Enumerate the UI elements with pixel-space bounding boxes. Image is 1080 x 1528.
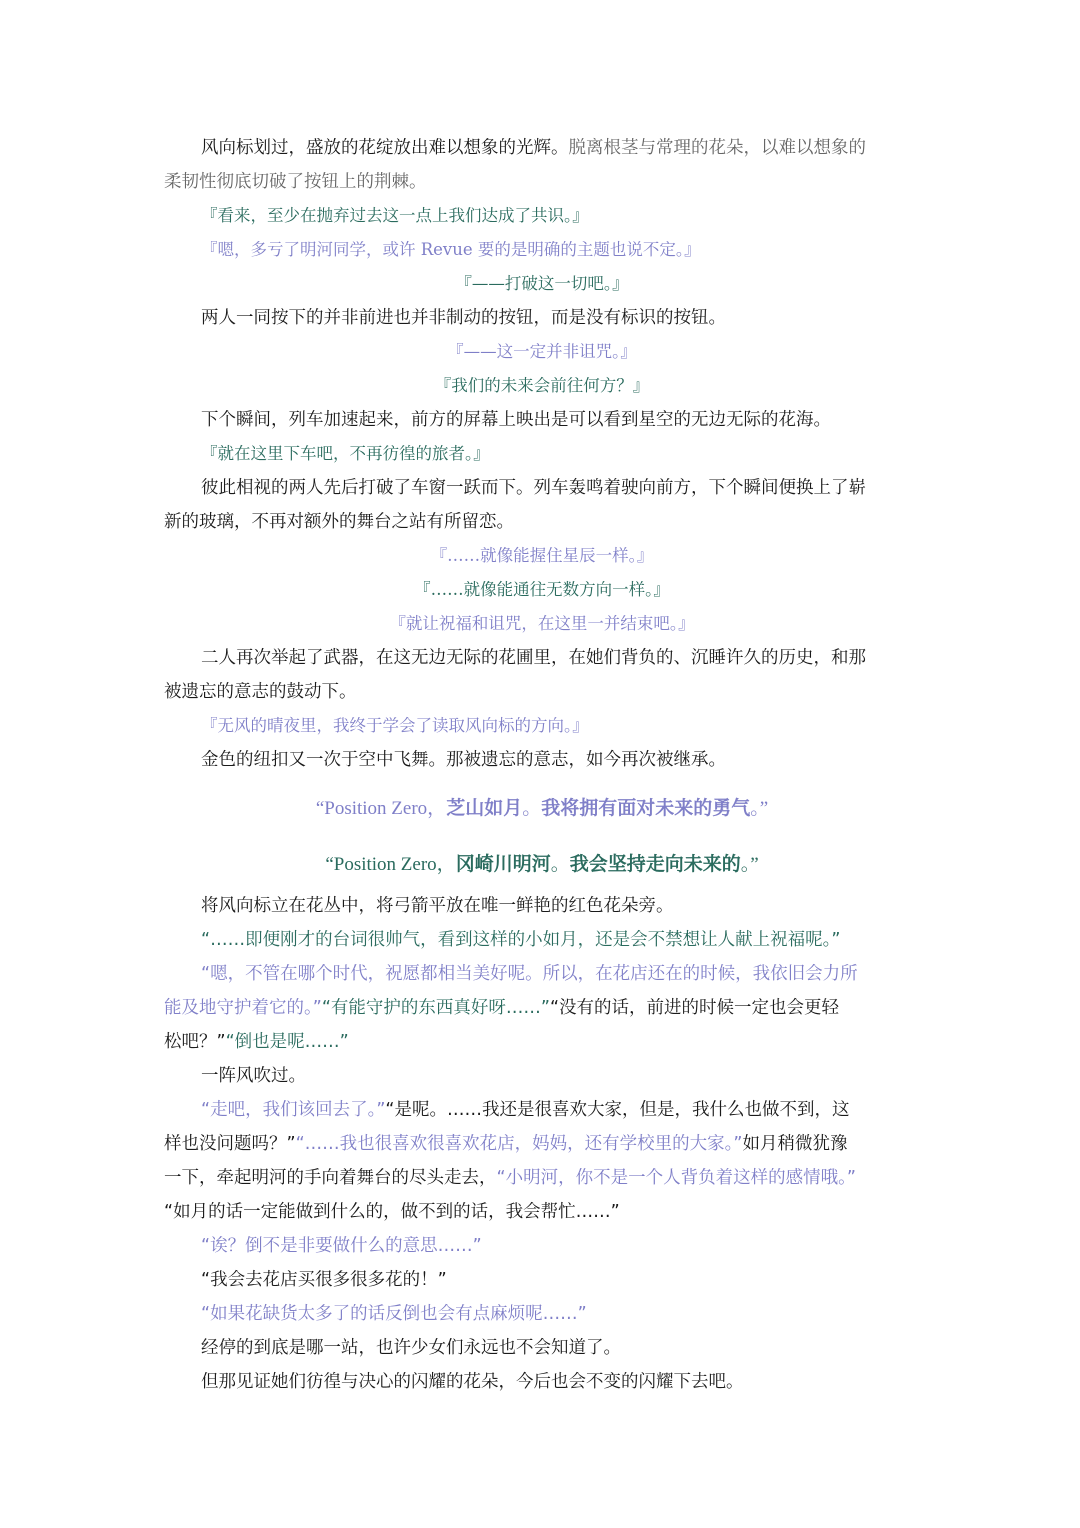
song-lyric: 『……就像能握住星辰一样。』 [430,546,654,565]
dialogue: “走吧，我们该回去了。”“是呢。……我还是很喜欢大家，但是，我什么也做不到，这 [201,1100,850,1120]
dialogue: “如果花缺货太多了的话反倒也会有点麻烦呢……” [201,1304,587,1324]
paragraph: 二人再次举起了武器，在这无边无际的花圃里，在她们背负的、沉睡许久的历史，和那 [201,648,866,668]
song-lyric: 『——打破这一切吧。』 [455,274,629,293]
story-text [164,131,920,1399]
song-lyric: 『看来，至少在抛弃过去这一点上我们达成了共识。』 [201,206,589,225]
paragraph: 下个瞬间，列车加速起来，前方的屏幕上映出是可以看到星空的无边无际的花海。 [201,410,831,430]
song-lyric: 『我们的未来会前往何方？』 [434,376,650,395]
paragraph: 金色的纽扣又一次于空中飞舞。那被遗忘的意志，如今再次被继承。 [201,750,726,770]
dialogue-continuation: 能及地守护着它的。”“有能守护的东西真好呀……”“没有的话，前进的时候一定也会更轻 [164,998,840,1018]
dialogue-continuation: “如月的话一定能做到什么的，做不到的话，我会帮忙……” [164,1202,620,1222]
position-zero-line-mika: “Position Zero，冈崎川明河。我会坚持走向未来的。” [325,854,759,875]
paragraph-continuation: 被遗忘的意志的鼓动下。 [164,682,357,702]
dialogue: “我会去花店买很多很多花的！” [201,1270,447,1290]
paragraph: 两人一同按下的并非前进也并非制动的按钮，而是没有标识的按钮。 [201,308,726,328]
dialogue: “……即便刚才的台词很帅气，看到这样的小如月，还是会不禁想让人献上祝福呢。” [201,930,841,950]
paragraph: 经停的到底是哪一站，也许少女们永远也不会知道了。 [201,1338,621,1358]
song-lyric: 『就让祝福和诅咒，在这里一并结束吧。』 [389,614,695,633]
dialogue: “嗯，不管在哪个时代，祝愿都相当美好呢。所以，在花店还在的时候，我依旧会力所 [201,964,858,984]
paragraph: 但那见证她们彷徨与决心的闪耀的花朵，今后也会不变的闪耀下去吧。 [201,1372,744,1392]
dialogue-continuation: 松吧？”“倒也是呢……” [164,1032,349,1052]
paragraph-continuation: 新的玻璃，不再对额外的舞台之站有所留恋。 [164,512,514,532]
dialogue-continuation: 一下，牵起明河的手向着舞台的尽头走去，“小明河，你不是一个人背负着这样的感情哦。” [164,1168,856,1188]
dialogue: “诶？倒不是非要做什么的意思……” [201,1236,482,1256]
song-lyric: 『——这一定并非诅咒。』 [447,342,637,361]
paragraph: 一阵风吹过。 [201,1066,306,1086]
paragraph: 风向标划过，盛放的花绽放出难以想象的光辉。脱离根茎与常理的花朵，以难以想象的 [201,138,866,158]
song-lyric: 『……就像能通往无数方向一样。』 [414,580,670,599]
dialogue-continuation: 样也没问题吗？”“……我也很喜欢很喜欢花店，妈妈，还有学校里的大家。”如月稍微犹豫 [164,1134,848,1154]
song-lyric: 『无风的晴夜里，我终于学会了读取风向标的方向。』 [201,716,589,735]
paragraph-continuation: 柔韧性彻底切破了按钮上的荆棘。 [164,172,427,192]
song-lyric: 『嗯，多亏了明河同学，或许 Revue 要的是明确的主题也说不定。』 [201,240,701,259]
paragraph: 将风向标立在花丛中，将弓箭平放在唯一鲜艳的红色花朵旁。 [201,896,674,916]
paragraph: 彼此相视的两人先后打破了车窗一跃而下。列车轰鸣着驶向前方，下个瞬间便换上了崭 [201,478,866,498]
position-zero-line-kisaragi: “Position Zero，芝山如月。我将拥有面对未来的勇气。” [315,798,769,819]
song-lyric: 『就在这里下车吧，不再彷徨的旅者。』 [201,444,490,463]
